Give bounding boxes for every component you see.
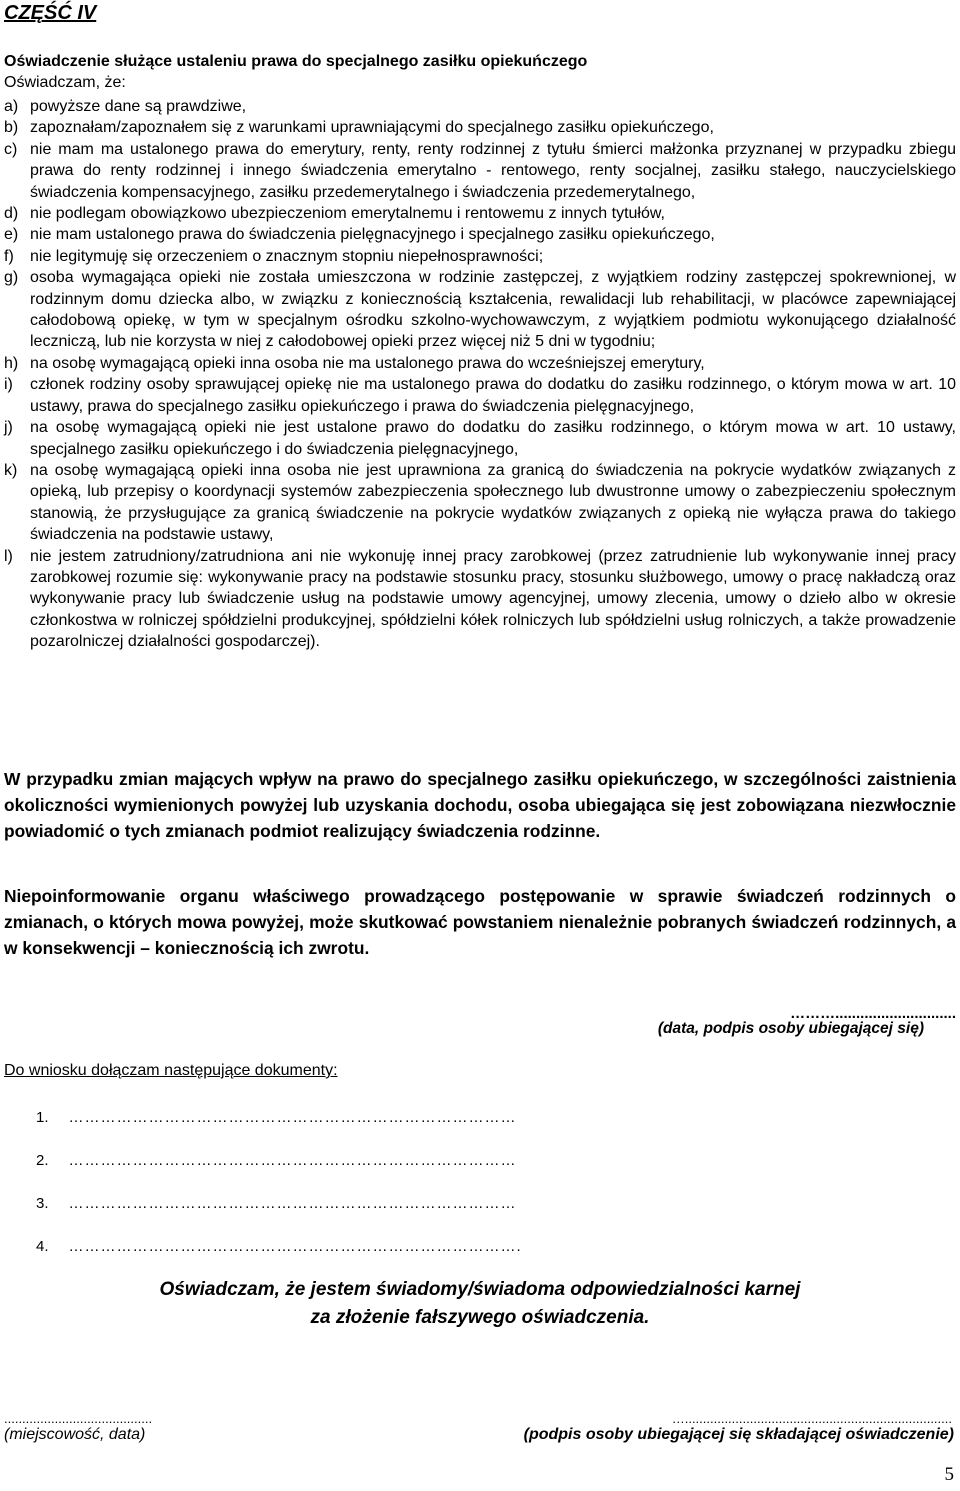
statement-item [4, 203, 956, 224]
statement-item [4, 374, 956, 417]
signature-line: ………............................. [790, 1005, 956, 1022]
statement-heading: Oświadczenie służące ustaleniu prawa do specjalnego zasiłku opiekuńczego [4, 53, 588, 70]
statement-intro: Oświadczam, że: [4, 74, 126, 91]
item-text: na osobę wymagającą opieki nie jest ustalone prawo do dodatku do zasiłku rodzinnego, o którym mowa w art. 10 ustawy, specjalnego zasiłku opiekuńczego i do świadczenia pielęgnacyjnego, [30, 419, 956, 458]
item-text: na osobę wymagającą opieki inna osoba nie ma ustalonego prawa do wcześniejszej emerytury, [30, 354, 705, 372]
closing-declaration-line2: za złożenie fałszywego oświadczenia. [310, 1307, 650, 1328]
item-label: j) [4, 419, 13, 437]
final-signature-line: ….......................................................................... [671, 1411, 952, 1426]
statement-items [4, 96, 956, 653]
item-text: nie legitymuję się orzeczeniem o znacznym stopniu niepełnosprawności; [30, 247, 544, 265]
item-label: g) [4, 269, 19, 287]
item-text: nie jestem zatrudniony/zatrudniona ani nie wykonuję innej pracy zarobkowej (przez zatrudnienie lub wykonywanie innej pracy zarobkowej rozumie się: wykonywanie pracy na podstawie stosunku pracy, stosunku służbowego, umowy o pracę nakładczą oraz wykonywanie pracy lub świadczenie usług na podstawie umowy agencyjnej, umowy zlecenia, umowy o dzieło albo w okresie członkostwa w rolniczej spółdzielni produkcyjnej, spółdzielni kółek rolniczych lub spółdzielni usług rolniczych, a także prowadzenie pozarolniczej działalności gospodarczej). [30, 547, 956, 651]
attachment-number: 2. [36, 1152, 49, 1169]
item-text: nie podlegam obowiązkowo ubezpieczeniom emerytalnemu i rentowemu z innych tytułów, [30, 205, 665, 223]
statement-item [4, 267, 956, 353]
attachment-line [36, 1152, 517, 1169]
attachment-number: 3. [36, 1195, 49, 1212]
attachment-dots: ………………………………………………………………………… [68, 1152, 517, 1169]
statement-item [4, 460, 956, 546]
statement-item [4, 117, 956, 138]
attachment-number: 4. [36, 1238, 49, 1255]
statement-item [4, 546, 956, 653]
item-label: l) [4, 547, 13, 565]
statement-item [4, 246, 956, 267]
item-text: na osobę wymagającą opieki inna osoba nie jest uprawniona za granicą do świadczenia na pokrycie wydatków związanych z opieką, lub przepisy o koordynacji systemów zabezpieczenia społecznego lub dwustronne umowy o zabezpieczeniu społecznym stanowią, że przysługujące za granicą świadczenie na pokrycie wydatków związanych z opieką nie wyłącza prawa do takiego świadczenia na podstawie ustawy, [30, 461, 956, 544]
attachment-line [36, 1109, 517, 1126]
place-date-line: ......................................... [4, 1411, 153, 1426]
attachment-dots: ………………………………………………………………………… [68, 1195, 517, 1212]
item-text: zapoznałam/zapoznałem się z warunkami uprawniającymi do specjalnego zasiłku opiekuńczego, [30, 119, 714, 137]
item-label: a) [4, 98, 19, 115]
item-text: nie mam ustalonego prawa do świadczenia pielęgnacyjnego i specjalnego zasiłku opiekuńczego, [30, 226, 715, 244]
item-label: e) [4, 226, 19, 244]
item-label: i) [4, 376, 13, 394]
notice-paragraph-changes: W przypadku zmian mających wpływ na prawo do specjalnego zasiłku opiekuńczego, w szczególności zaistnienia okoliczności wymienionych powyżej lub uzyskania dochodu, osoba ubiegająca się jest zobowiązana niezwłocznie powiadomić o tych zmianach podmiot realizujący świadczenia rodzinne. [4, 769, 956, 841]
statement-item [4, 224, 956, 245]
place-date-caption: (miejscowość, data) [4, 1426, 146, 1443]
attachment-number: 1. [36, 1109, 49, 1126]
notice-paragraph-consequences: Niepoinformowanie organu właściwego prowadzącego postępowanie w sprawie świadczeń rodzinnych o zmianach, o których mowa powyżej, może skutkować powstaniem nienależnie pobranych świadczeń rodzinnych, a w konsekwencji – koniecznością ich zwrotu. [4, 886, 956, 958]
item-text: osoba wymagająca opieki nie została umieszczona w rodzinie zastępczej, z wyjątkiem rodziny zastępczej spokrewnionej, w rodzinnym domu dziecka albo, w związku z koniecznością kształcenia, rewalidacji lub rehabilitacji, w placówce zapewniającej całodobową opiekę, w tym w specjalnym ośrodku szkolno-wychowawczym, z wyjątkiem podmiotu wykonującego działalność leczniczą, lub nie korzysta w niej z całodobowej opieki przez więcej niż 5 dni w tygodniu; [30, 269, 956, 351]
item-text: powyższe dane są prawdziwe, [30, 98, 247, 115]
attachments-label: Do wniosku dołączam następujące dokumenty: [4, 1062, 338, 1079]
statement-item [4, 417, 956, 460]
attachment-dots: ………………………………………………………………………… [68, 1109, 517, 1126]
statement-item [4, 353, 956, 374]
attachment-line [36, 1195, 517, 1212]
item-label: c) [4, 140, 18, 158]
item-label: k) [4, 461, 18, 479]
item-text: nie mam ma ustalonego prawa do emerytury, renty, renty rodzinnej z tytułu śmierci małżonka przyznanej w przypadku zbiegu prawa do renty rodzinnej i innego świadczenia emerytalno - rentowego, renty socjalnej, zasiłku stałego, nauczycielskiego świadczenia kompensacyjnego, zasiłku przedemerytalnego i świadczenia przedemerytalnego, [30, 140, 956, 201]
part-title: CZĘŚĆ IV [4, 2, 97, 24]
closing-declaration-line1: Oświadczam, że jestem świadomy/świadoma odpowiedzialności karnej [159, 1279, 801, 1300]
page-number: 5 [944, 1464, 954, 1485]
attachment-line [36, 1238, 522, 1255]
item-label: b) [4, 119, 19, 137]
item-text: członek rodziny osoby sprawującej opiekę nie ma ustalonego prawa do dodatku do zasiłku rodzinnego, o którym mowa w art. 10 ustawy, prawa do specjalnego zasiłku opiekuńczego i prawa do świadczenia pielęgnacyjnego, [30, 376, 956, 415]
item-label: f) [4, 247, 14, 265]
item-label: d) [4, 205, 19, 223]
attachment-dots: …………………………………………………………………………. [68, 1238, 522, 1255]
statement-item [4, 139, 956, 203]
final-signature-caption: (podpis osoby ubiegającej się składającej oświadczenie) [523, 1426, 954, 1443]
item-label: h) [4, 354, 19, 372]
signature-caption: (data, podpis osoby ubiegającej się) [657, 1020, 924, 1037]
statement-item [4, 96, 956, 117]
